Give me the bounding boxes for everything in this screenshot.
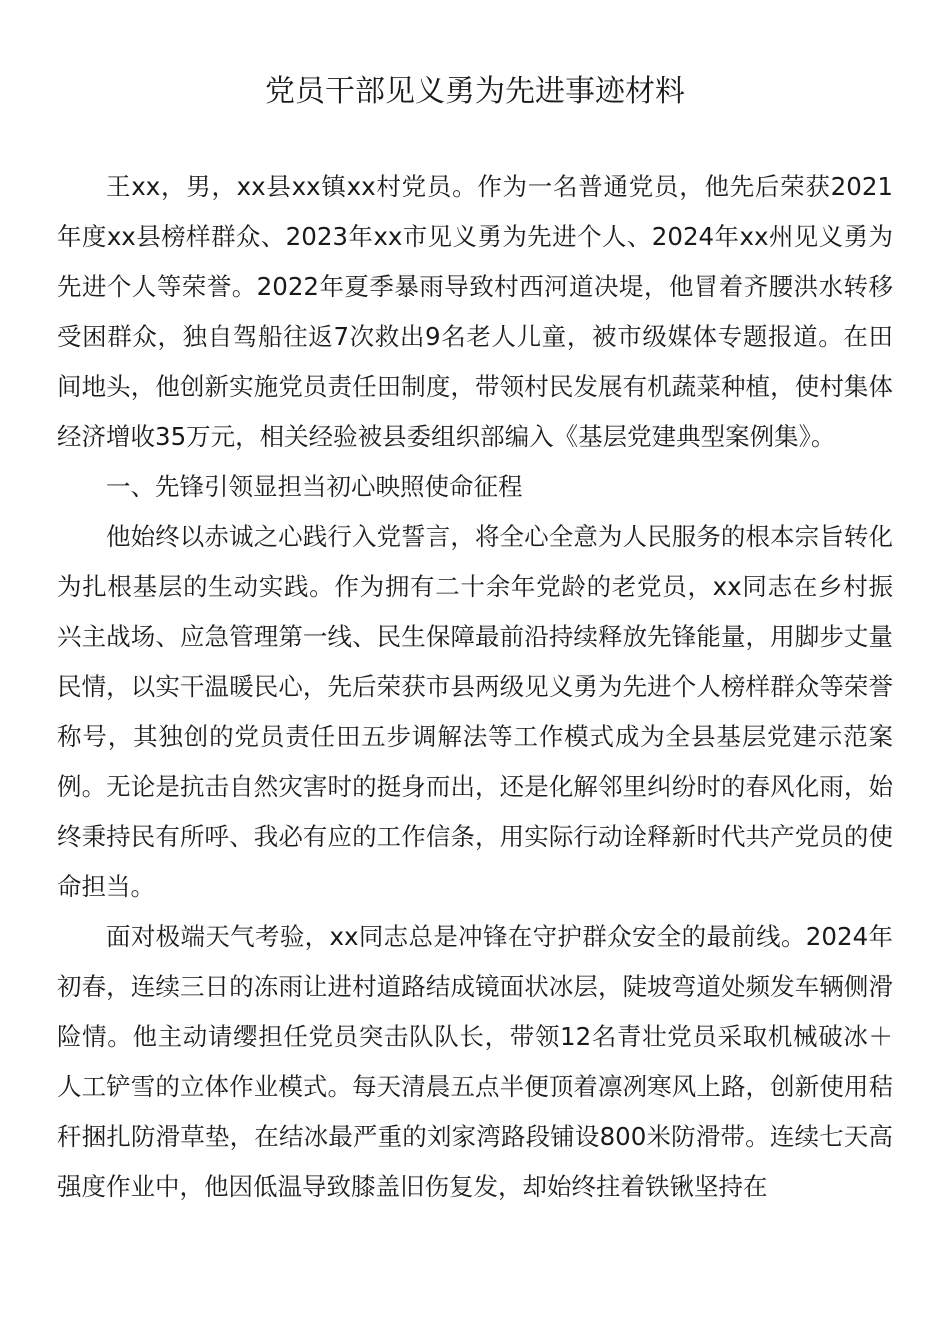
section-heading-1: 一、先锋引领显担当初心映照使命征程 [106, 472, 523, 501]
document-body [57, 162, 893, 1212]
document-title: 党员干部见义勇为先进事迹材料 [265, 74, 685, 109]
section-1-paragraph-1: 他始终以赤诚之心践行入党誓言，将全心全意为人民服务的根本宗旨转化为扎根基层的生动实践。作为拥有二十余年党龄的老党员，xx同志在乡村振兴主战场、应急管理第一线、民生保障最前沿持续释放先锋能量，用脚步丈量民情，以实干温暖民心，先后荣获市县两级见义勇为先进个人榜样群众等荣誉称号，其独创的党员责任田五步调解法等工作模式成为全县基层党建示范案例。无论是抗击自然灾害时的挺身而出，还是化解邻里纠纷时的春风化雨，始终秉持民有所呼、我必有应的工作信条，用实际行动诠释新时代共产党员的使命担当。 [57, 522, 893, 901]
section-1-paragraph-2: 面对极端天气考验，xx同志总是冲锋在守护群众安全的最前线。2024年初春，连续三日的冻雨让进村道路结成镜面状冰层，陡坡弯道处频发车辆侧滑险情。他主动请缨担任党员突击队队长，带领12名青壮党员采取机械破冰＋人工铲雪的立体作业模式。每天清晨五点半便顶着凛冽寒风上路，创新使用秸秆捆扎防滑草垫，在结冰最严重的刘家湾路段铺设800米防滑带。连续七天高强度作业中，他因低温导致膝盖旧伤复发，却始终拄着铁锹坚持在 [57, 922, 893, 1201]
intro-paragraph: 王xx，男，xx县xx镇xx村党员。作为一名普通党员，他先后荣获2021年度xx县榜样群众、2023年xx市见义勇为先进个人、2024年xx州见义勇为先进个人等荣誉。2022年夏季暴雨导致村西河道决堤，他冒着齐腰洪水转移受困群众，独自驾船往返7次救出9名老人儿童，被市级媒体专题报道。在田间地头，他创新实施党员责任田制度，带领村民发展有机蔬菜种植，使村集体经济增收35万元，相关经验被县委组织部编入《基层党建典型案例集》。 [57, 172, 893, 451]
